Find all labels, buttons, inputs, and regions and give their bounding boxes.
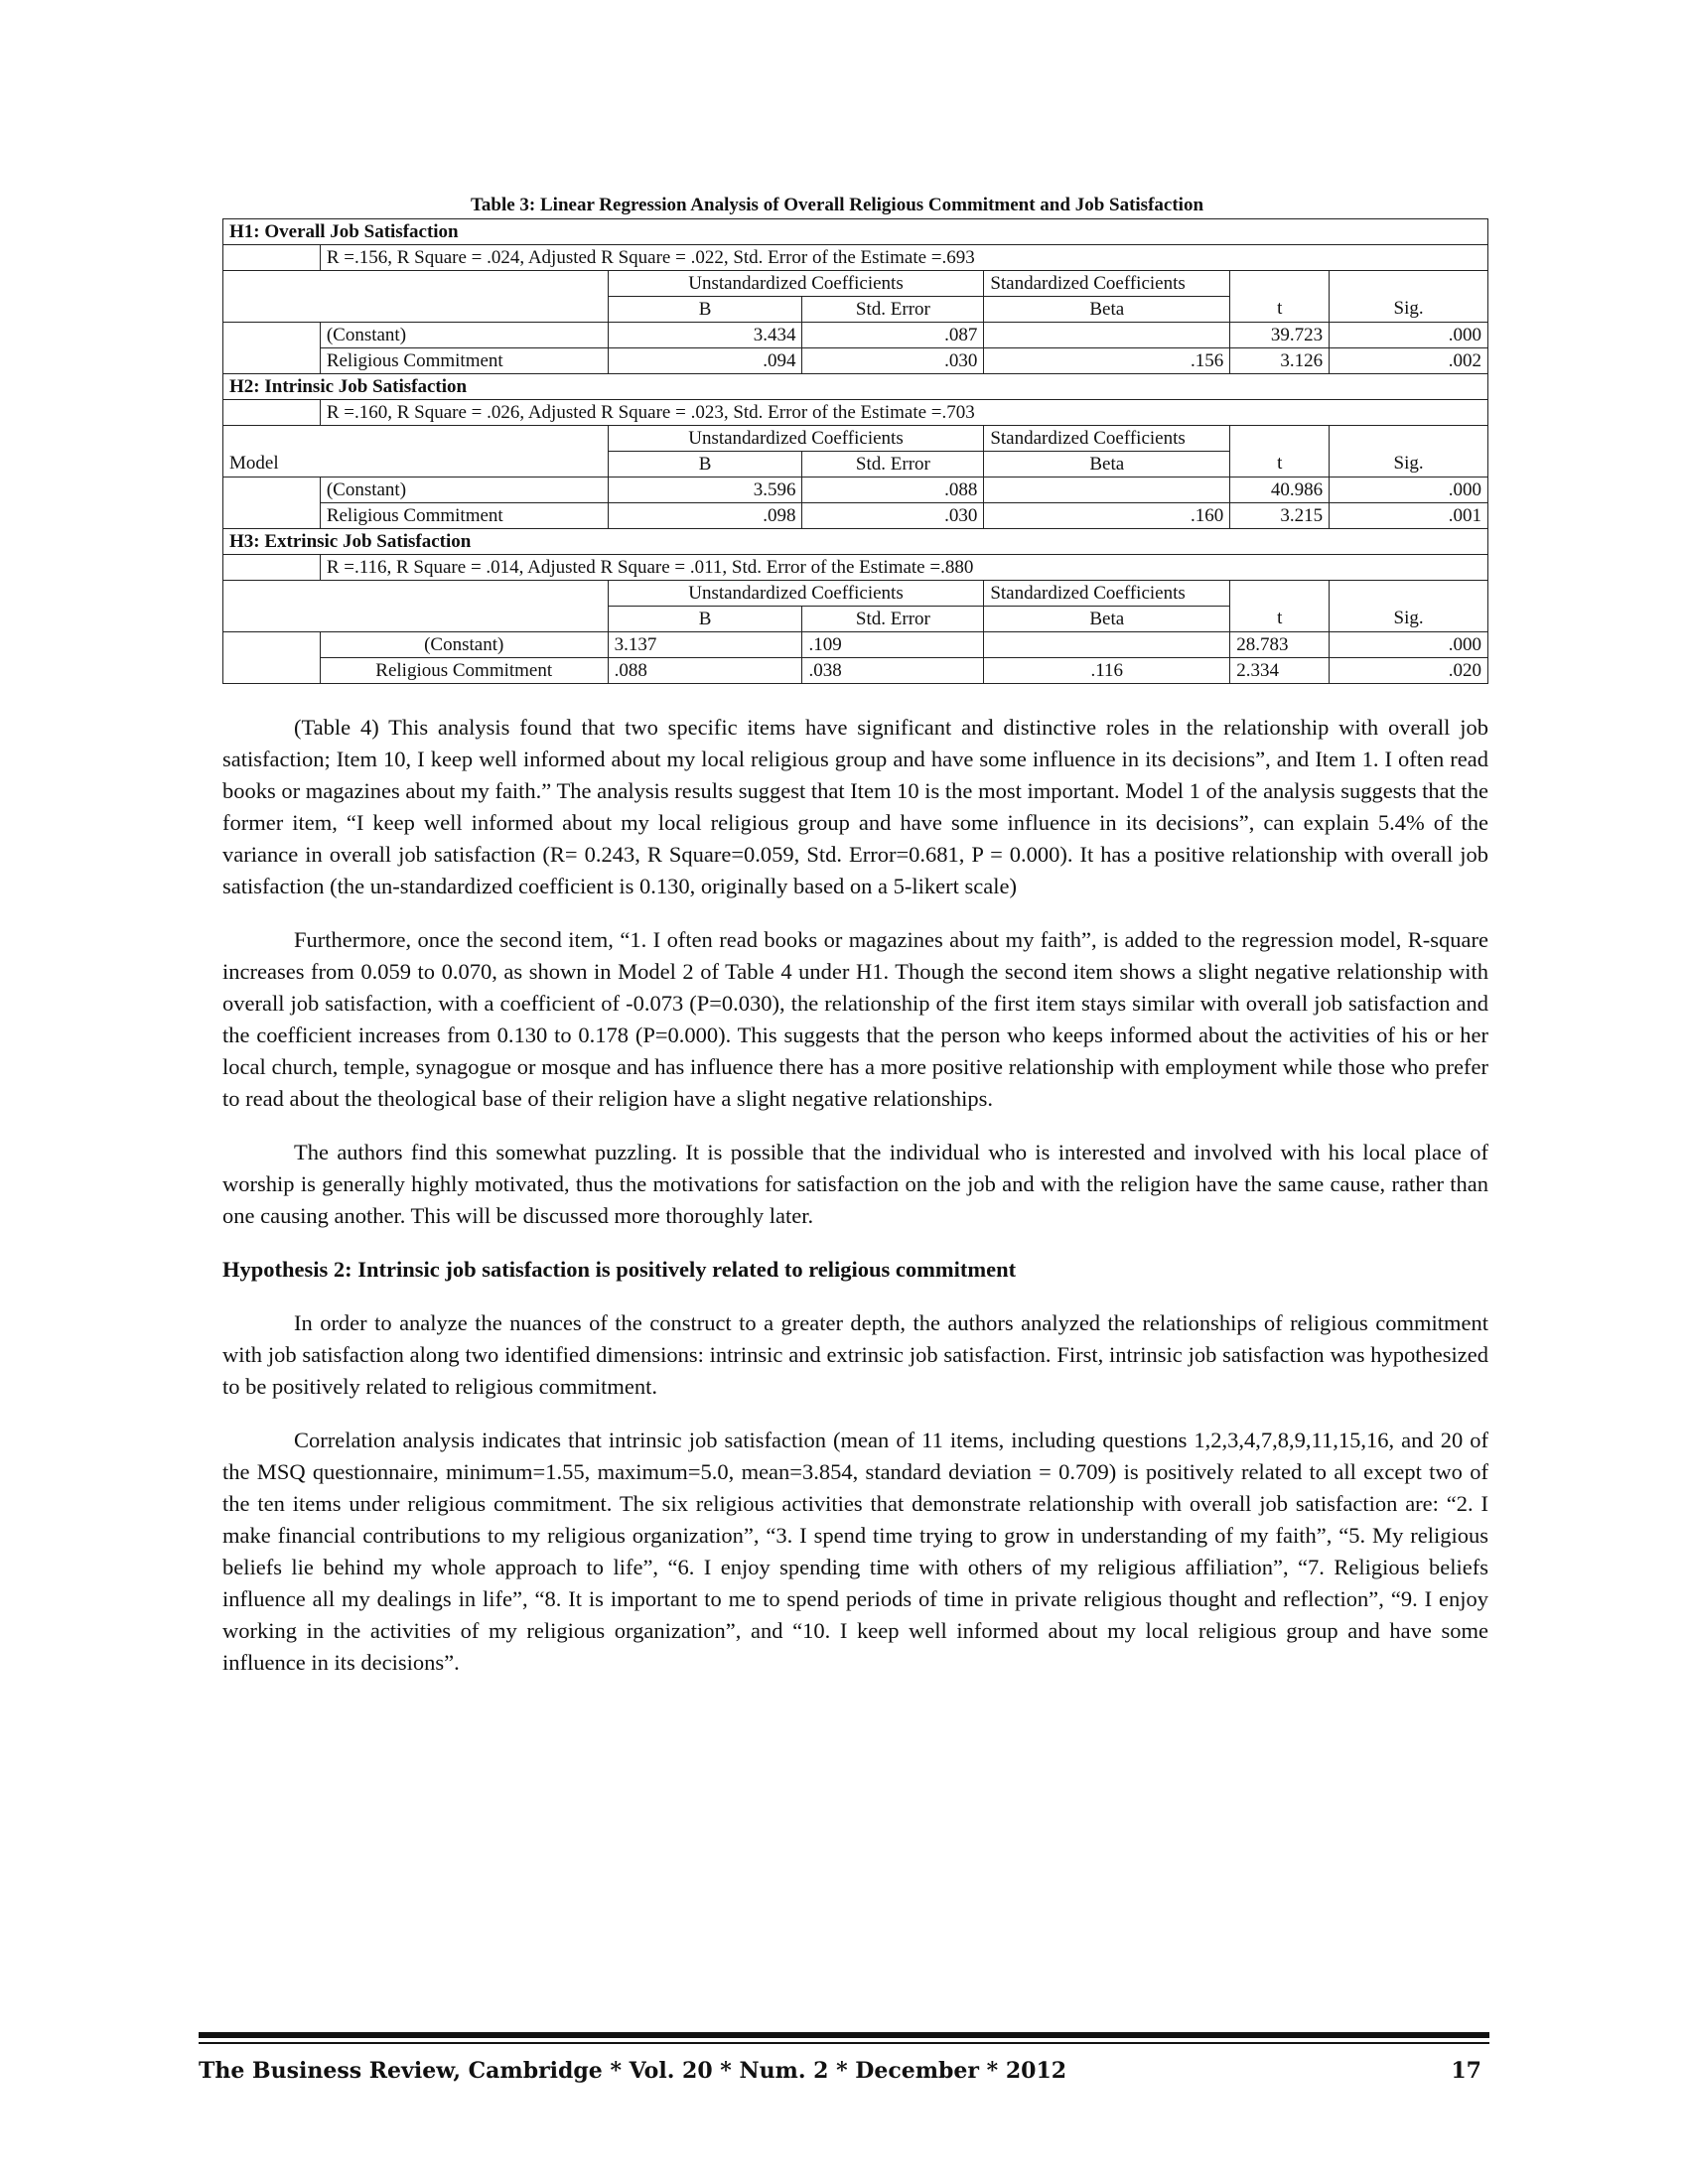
paragraph-5: Correlation analysis indicates that intrinsic job satisfaction (mean of 11 items, including questions 1,2,3,4,7,8,9,11,15,16, and 20 of the MSQ questionnaire, minimum=1.55, maximum=5.0, mean=3.854, standard deviation = 0.709) is positively related to all except two of the ten items under religious commitment. The six religious activities that demonstrate relationship with overall job satisfaction are: “2. I make financial contributions to my religious organization”, “3. I spend time trying to grow in understanding of my faith”, “5. My religious beliefs lie behind my whole approach to life”, “6. I enjoy spending time with others of my religious affiliation”, “7. Religious beliefs influence all my dealings in life”, “8. It is important to me to spend periods of time in private religious thought and reflection”, “9. I enjoy working in the activities of my religious organization”, and “10. I keep well informed about my local religious group and have some influence in its decisions”. (222, 1428, 1488, 1675)
std-header: Standardized Coefficients (984, 426, 1230, 452)
sig-value: .000 (1330, 478, 1488, 503)
section-title: H3: Extrinsic Job Satisfaction (223, 529, 1488, 555)
unstd-header: Unstandardized Coefficients (608, 271, 984, 297)
row-label: (Constant) (320, 632, 608, 658)
table-row (223, 632, 1488, 658)
header-row-1 (223, 426, 1488, 452)
table-row (223, 348, 1488, 374)
page-number: 17 (1451, 2058, 1481, 2084)
se-header: Std. Error (802, 452, 984, 478)
footer-rule-thick (199, 2032, 1489, 2038)
section-title: H2: Intrinsic Job Satisfaction (223, 374, 1488, 400)
t-value: 39.723 (1230, 323, 1330, 348)
header-row-1 (223, 271, 1488, 297)
model-stats: R =.116, R Square = .014, Adjusted R Square = .011, Std. Error of the Estimate =.880 (320, 555, 1487, 581)
sig-header: Sig. (1330, 452, 1488, 478)
blank-cell (223, 400, 321, 426)
blank-cell (1230, 581, 1330, 607)
beta-header: Beta (984, 607, 1230, 632)
header-row-2 (223, 297, 1488, 323)
paragraph-2: Furthermore, once the second item, “1. I often read books or magazines about my faith”, is added to the regression model, R-square increases from 0.059 to 0.070, as shown in Model 2 of Table 4 under H1. Though the second item shows a slight negative relationship with overall job satisfaction, with a coefficient of -0.073 (P=0.030), the relationship of the first item stays similar with overall job satisfaction and the coefficient increases from 0.130 to 0.178 (P=0.000). This suggests that the person who keeps informed about the activities of his or her local church, temple, synagogue or mosque and has influence there has a more positive relationship with employment while those who prefer to read about the theological base of their religion have a slight negative relationships. (222, 927, 1488, 1111)
se-header: Std. Error (802, 297, 984, 323)
se-value: .109 (802, 632, 984, 658)
table-row (223, 478, 1488, 503)
hypothesis-2-heading: Hypothesis 2: Intrinsic job satisfaction is positively related to religious commitment (222, 1257, 1017, 1282)
beta-header: Beta (984, 452, 1230, 478)
b-header: B (608, 297, 802, 323)
se-header: Std. Error (802, 607, 984, 632)
beta-header: Beta (984, 297, 1230, 323)
blank-cell (223, 426, 609, 452)
page-footer (199, 2058, 1489, 2084)
sig-value: .000 (1330, 323, 1488, 348)
row-label: Religious Commitment (320, 503, 608, 529)
section-h1-title-row (223, 219, 1488, 245)
model-stats: R =.156, R Square = .024, Adjusted R Square = .022, Std. Error of the Estimate =.693 (320, 245, 1487, 271)
table-caption: Table 3: Linear Regression Analysis of Overall Religious Commitment and Job Satisfaction (470, 195, 1204, 215)
paragraph-4: In order to analyze the nuances of the construct to a greater depth, the authors analyzed the relationships of religious commitment with job satisfaction along two identified dimensions: intrinsic and extrinsic job satisfaction. First, intrinsic job satisfaction was hypothesized to be positively related to religious commitment. (222, 1310, 1488, 1399)
blank-cell (1330, 426, 1488, 452)
footer-rule-thin (199, 2042, 1489, 2044)
unstd-header: Unstandardized Coefficients (608, 426, 984, 452)
row-label: Religious Commitment (320, 348, 608, 374)
header-row-2 (223, 452, 1488, 478)
b-value: .088 (608, 658, 802, 684)
table-row (223, 323, 1488, 348)
blank-cell (223, 478, 321, 503)
blank-cell (223, 348, 321, 374)
se-value: .030 (802, 348, 984, 374)
stats-row (223, 555, 1488, 581)
blank-cell (223, 297, 609, 323)
row-label: (Constant) (320, 323, 608, 348)
se-value: .030 (802, 503, 984, 529)
b-header: B (608, 607, 802, 632)
blank-cell (1230, 271, 1330, 297)
beta-value: .160 (984, 503, 1230, 529)
beta-value (984, 323, 1230, 348)
header-row-2 (223, 607, 1488, 632)
blank-cell (1330, 581, 1488, 607)
b-header: B (608, 452, 802, 478)
row-label: Religious Commitment (320, 658, 608, 684)
model-label: Model (229, 453, 279, 475)
table-row (223, 503, 1488, 529)
beta-value (984, 632, 1230, 658)
row-label: (Constant) (320, 478, 608, 503)
sig-value: .020 (1330, 658, 1488, 684)
beta-value: .116 (984, 658, 1230, 684)
header-row-1 (223, 581, 1488, 607)
b-value: .094 (608, 348, 802, 374)
regression-table (222, 218, 1488, 684)
b-value: .098 (608, 503, 802, 529)
b-value: 3.596 (608, 478, 802, 503)
model-stats: R =.160, R Square = .026, Adjusted R Square = .023, Std. Error of the Estimate =.703 (320, 400, 1487, 426)
b-value: 3.434 (608, 323, 802, 348)
beta-value: .156 (984, 348, 1230, 374)
t-value: 3.126 (1230, 348, 1330, 374)
se-value: .088 (802, 478, 984, 503)
t-value: 28.783 (1230, 632, 1330, 658)
sig-header: Sig. (1330, 297, 1488, 323)
sig-value: .002 (1330, 348, 1488, 374)
stats-row (223, 245, 1488, 271)
blank-cell (223, 555, 321, 581)
unstd-header: Unstandardized Coefficients (608, 581, 984, 607)
beta-value (984, 478, 1230, 503)
t-value: 2.334 (1230, 658, 1330, 684)
sig-value: .000 (1330, 632, 1488, 658)
blank-cell (223, 271, 609, 297)
blank-cell (1230, 426, 1330, 452)
body-text (222, 712, 1488, 1679)
std-header: Standardized Coefficients (984, 581, 1230, 607)
paragraph-3: The authors find this somewhat puzzling. It is possible that the individual who is interested and involved with his local place of worship is generally highly motivated, thus the motivations for satisfaction on the job and with the religion have the same cause, rather than one causing another. This will be discussed more thoroughly later. (222, 1140, 1488, 1228)
blank-cell (223, 245, 321, 271)
se-value: .038 (802, 658, 984, 684)
sig-value: .001 (1330, 503, 1488, 529)
section-title: H1: Overall Job Satisfaction (223, 219, 1488, 245)
blank-cell (223, 607, 609, 632)
page (197, 195, 1488, 1701)
t-header: t (1230, 452, 1330, 478)
blank-cell (223, 632, 321, 658)
table-row (223, 658, 1488, 684)
sig-header: Sig. (1330, 607, 1488, 632)
t-header: t (1230, 297, 1330, 323)
std-header: Standardized Coefficients (984, 271, 1230, 297)
section-h3-title-row (223, 529, 1488, 555)
t-header: t (1230, 607, 1330, 632)
blank-cell (223, 323, 321, 348)
blank-cell (1330, 271, 1488, 297)
t-value: 40.986 (1230, 478, 1330, 503)
section-h2-title-row (223, 374, 1488, 400)
b-value: 3.137 (608, 632, 802, 658)
journal-citation: The Business Review, Cambridge * Vol. 20 * Num. 2 * December * 2012 (199, 2058, 1067, 2084)
blank-cell (223, 581, 609, 607)
stats-row (223, 400, 1488, 426)
blank-cell (223, 503, 321, 529)
paragraph-1: (Table 4) This analysis found that two specific items have significant and distinctive roles in the relationship with overall job satisfaction; Item 10, I keep well informed about my local religious group and have some influence in its decisions”, and Item 1. I often read books or magazines about my faith.” The analysis results suggest that Item 10 is the most important. Model 1 of the analysis suggests that the former item, “I keep well informed about my local religious group and have some influence in its decisions”, can explain 5.4% of the variance in overall job satisfaction (R= 0.243, R Square=0.059, Std. Error=0.681, P = 0.000). It has a positive relationship with overall job satisfaction (the un-standardized coefficient is 0.130, originally based on a 5-likert scale) (222, 715, 1488, 898)
blank-cell (223, 658, 321, 684)
t-value: 3.215 (1230, 503, 1330, 529)
se-value: .087 (802, 323, 984, 348)
